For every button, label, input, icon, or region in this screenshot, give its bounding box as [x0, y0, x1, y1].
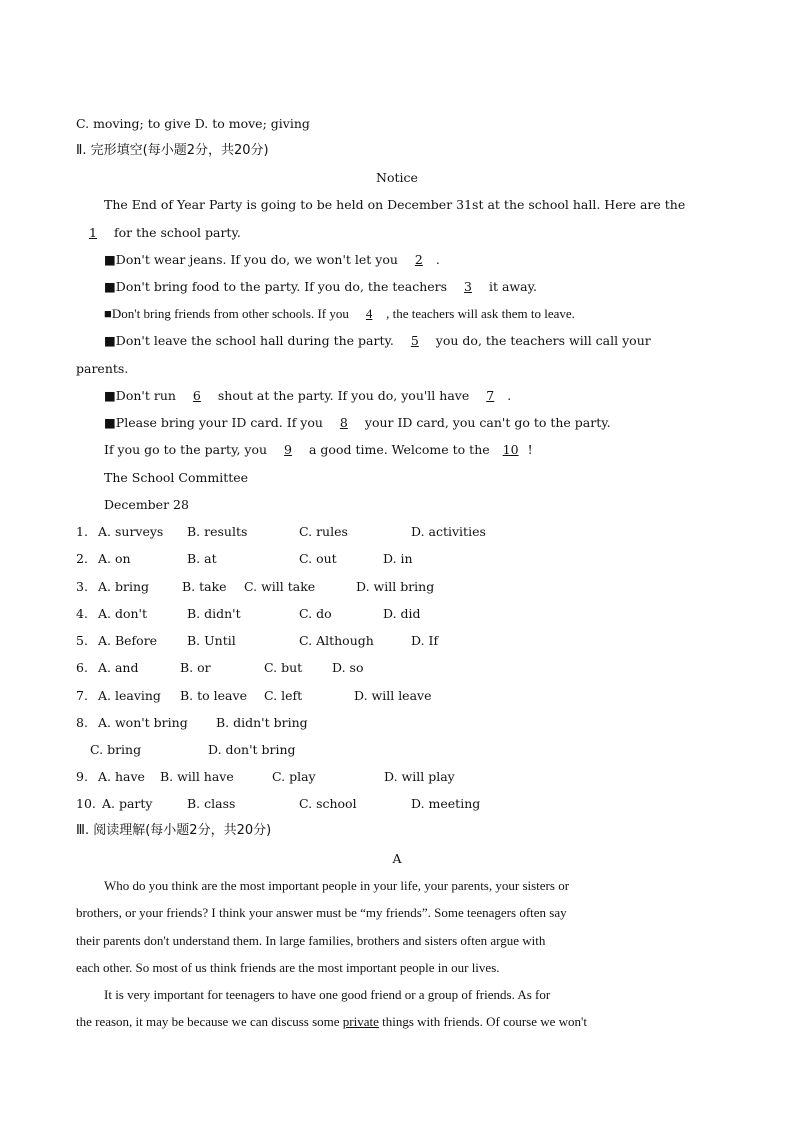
rule-4-end: you do, the teachers will call your [431, 333, 651, 348]
notice-para-1: The End of Year Party is going to be held on December 31st at the school hall. Here are the [104, 197, 686, 212]
option-a: A. won't bring [98, 715, 188, 730]
question-8-cont [90, 740, 718, 760]
notice-signature: The School Committee [104, 470, 249, 485]
option-c: C. out [299, 551, 337, 566]
option-a: A. and [98, 660, 139, 675]
section-2-title: Ⅱ. 完形填空(每小题2分，共20分) [76, 143, 269, 158]
blank-5: 5 [410, 333, 419, 348]
question-number: 7. [76, 688, 88, 703]
blank-10: 10 [502, 442, 519, 457]
option-b: B. Until [187, 633, 236, 648]
blank-2: 2 [414, 252, 423, 267]
blank-7: 7 [486, 388, 495, 403]
option-c: C. school [299, 796, 357, 811]
rule-3-text: ■Don't bring friends from other schools. If you [104, 306, 353, 321]
rule-1 [104, 250, 718, 270]
closing-end: ! [527, 442, 533, 457]
rule-4-text: ■Don't leave the school hall during the party. [104, 333, 398, 348]
blank-3: 3 [464, 279, 472, 294]
option-b: B. or [180, 660, 211, 675]
option-b: B. take [182, 579, 227, 594]
option-d: D. don't bring [208, 742, 296, 757]
question-number: 2. [76, 551, 88, 566]
closing-text: If you go to the party, you [104, 442, 272, 457]
question-number: 5. [76, 633, 88, 648]
option-c: C. do [299, 606, 332, 621]
option-d: D. will play [384, 769, 455, 784]
blank-6: 6 [192, 388, 201, 403]
rule-1-end: . [435, 252, 440, 267]
question-10 [76, 794, 718, 814]
option-c: C. Although [299, 633, 374, 648]
section-3-title: Ⅲ. 阅读理解(每小题2分，共20分) [76, 823, 272, 838]
passage-p2-line2 [76, 1012, 718, 1032]
option-d: D. in [383, 551, 413, 566]
option-d: D. did [383, 606, 421, 621]
rule-2 [104, 277, 718, 297]
question-6 [76, 658, 718, 678]
option-b: B. to leave [180, 688, 247, 703]
question-9 [76, 767, 718, 787]
option-a: A. surveys [98, 524, 164, 539]
option-a: A. leaving [98, 688, 161, 703]
option-d: D. If [411, 633, 439, 648]
rule-6-end: your ID card, you can't go to the party. [360, 415, 611, 430]
passage-p1-line4: each other. So most of us think friends are the most important people in our lives. [76, 960, 500, 975]
option-b: B. class [187, 796, 236, 811]
option-c: C. will take [244, 579, 316, 594]
option-a: A. party [102, 796, 153, 811]
rule-6 [104, 413, 718, 433]
option-c: C. rules [299, 524, 348, 539]
passage-text: the reason, it may be because we can discuss some [76, 1014, 343, 1029]
option-a: A. bring [98, 579, 150, 594]
question-5 [76, 631, 718, 651]
rule-2-end: it away. [485, 279, 537, 294]
rule-4-cont: parents. [76, 361, 129, 376]
option-d: D. will leave [354, 688, 432, 703]
option-c: C. play [272, 769, 316, 784]
question-7 [76, 686, 718, 706]
question-number: 1. [76, 524, 88, 539]
option-a: A. have [98, 769, 145, 784]
option-b: B. didn't bring [216, 715, 308, 730]
option-d: D. meeting [411, 796, 481, 811]
question-2 [76, 549, 718, 569]
rule-5-text: ■Don't run [104, 388, 180, 403]
notice-date: December 28 [104, 497, 189, 512]
notice-para-1-cont [76, 223, 718, 243]
passage-text: things with friends. Of course we won't [378, 1014, 588, 1029]
passage-p2-line1: It is very important for teenagers to have one good friend or a group of friends. As for [104, 987, 551, 1002]
option-c: C. left [264, 688, 303, 703]
option-b: B. didn't [187, 606, 241, 621]
question-3 [76, 577, 718, 597]
rule-5-end: . [507, 388, 512, 403]
option-b: B. at [187, 551, 217, 566]
question-number: 6. [76, 660, 88, 675]
passage-p1-line1: Who do you think are the most important people in your life, your parents, your sisters or [104, 878, 570, 893]
notice-closing [104, 440, 718, 460]
blank-4: 4 [365, 306, 373, 321]
passage-p1-line3: their parents don't understand them. In large families, brothers and sisters often argue with [76, 933, 546, 948]
rule-2-text: ■Don't bring food to the party. If you do, the teachers [104, 279, 452, 294]
rule-3 [104, 304, 718, 324]
notice-para-1-text: for the school party. [110, 225, 241, 240]
option-a: A. on [98, 551, 131, 566]
rule-1-text: ■Don't wear jeans. If you do, we won't let you [104, 252, 402, 267]
rule-3-end: , the teachers will ask them to leave. [386, 306, 575, 321]
question-number: 3. [76, 579, 88, 594]
rule-6-text: ■Please bring your ID card. If you [104, 415, 327, 430]
passage-p1-line2: brothers, or your friends? I think your answer must be “my friends”. Some teenagers often say [76, 905, 567, 920]
question-8 [76, 713, 718, 733]
question-4 [76, 604, 718, 624]
option-c: C. but [264, 660, 303, 675]
option-d: D. activities [411, 524, 486, 539]
option-a: A. don't [98, 606, 148, 621]
notice-title: Notice [376, 170, 418, 185]
closing-mid: a good time. Welcome to the [305, 442, 494, 457]
rule-5 [104, 386, 718, 406]
question-number: 9. [76, 769, 88, 784]
blank-9: 9 [284, 442, 292, 457]
option-d: D. so [332, 660, 364, 675]
option-b: B. will have [160, 769, 234, 784]
question-1 [76, 522, 718, 542]
blank-1: 1 [89, 225, 97, 240]
question-number: 10. [76, 796, 96, 811]
option-d: D. will bring [356, 579, 435, 594]
blank-8: 8 [339, 415, 348, 430]
rule-5-mid: shout at the party. If you do, you'll have [213, 388, 474, 403]
rule-4 [104, 331, 718, 351]
option-a: A. Before [98, 633, 158, 648]
option-c: C. bring [90, 742, 142, 757]
prev-question-options: C. moving; to give D. to move; giving [76, 116, 310, 131]
option-b: B. results [187, 524, 248, 539]
underlined-word: private [342, 1014, 379, 1029]
passage-label: A [392, 851, 402, 866]
question-number: 8. [76, 715, 88, 730]
question-number: 4. [76, 606, 88, 621]
